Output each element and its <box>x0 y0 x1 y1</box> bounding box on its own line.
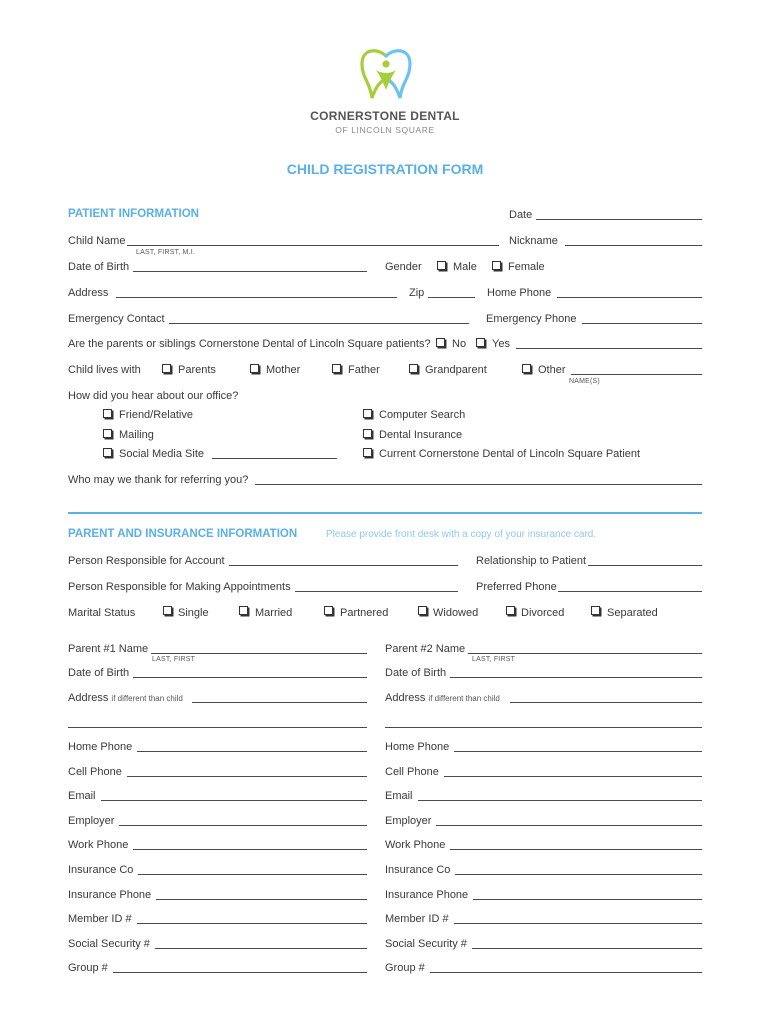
nickname-field[interactable] <box>565 245 702 246</box>
parents-label: Parents <box>178 364 216 376</box>
parents-checkbox[interactable] <box>162 364 171 373</box>
parent1-employer-label: Employer <box>68 815 115 827</box>
mother-checkbox[interactable] <box>250 364 259 373</box>
patient-section-heading: PATIENT INFORMATION <box>68 208 199 220</box>
insurance-note: Please provide front desk with a copy of your insurance card. <box>326 529 597 540</box>
separated-label: Separated <box>607 607 658 619</box>
tooth-logo-icon <box>356 44 416 104</box>
parent2-name-label: Parent #2 Name <box>385 643 466 655</box>
responsible-appt-label: Person Responsible for Making Appointments <box>68 581 291 593</box>
dental-insurance-label: Dental Insurance <box>379 429 463 441</box>
social-media-checkbox[interactable] <box>103 448 112 457</box>
parent2-insurance-phone-field[interactable] <box>473 899 702 900</box>
parent1-name-field[interactable] <box>151 653 367 654</box>
female-checkbox[interactable] <box>492 261 501 270</box>
siblings-yes-label: Yes <box>492 338 510 350</box>
parent1-member-id-label: Member ID # <box>68 913 132 925</box>
preferred-phone-label: Preferred Phone <box>476 581 557 593</box>
parent1-name-hint: LAST, FIRST <box>152 656 196 663</box>
computer-search-checkbox[interactable] <box>363 409 372 418</box>
parent2-work-phone-label: Work Phone <box>385 839 446 851</box>
responsible-account-label: Person Responsible for Account <box>68 555 225 567</box>
parent2-email-label: Email <box>385 790 413 802</box>
friend-label: Friend/Relative <box>119 409 193 421</box>
address-label: Address <box>68 287 109 299</box>
parent1-cell-phone-field[interactable] <box>127 776 367 777</box>
parent1-insurance-co-field[interactable] <box>138 874 367 875</box>
divorced-label: Divorced <box>521 607 565 619</box>
siblings-question: Are the parents or siblings Cornerstone Dental of Lincoln Square patients? <box>68 338 431 350</box>
parent2-dob-field[interactable] <box>450 677 702 678</box>
hear-question: How did you hear about our office? <box>68 390 239 402</box>
referral-field[interactable] <box>255 484 702 485</box>
thank-question: Who may we thank for referring you? <box>68 474 249 486</box>
mailing-checkbox[interactable] <box>103 429 112 438</box>
siblings-no-label: No <box>452 338 467 350</box>
parent1-address-line2[interactable] <box>68 727 367 728</box>
current-patient-label: Current Cornerstone Dental of Lincoln Square Patient <box>379 448 641 460</box>
current-patient-checkbox[interactable] <box>363 448 372 457</box>
parent1-email-label: Email <box>68 790 96 802</box>
parent1-email-field[interactable] <box>101 800 367 801</box>
parent2-member-id-field[interactable] <box>454 923 702 924</box>
gender-label: Gender <box>385 261 422 273</box>
other-names-field[interactable] <box>571 374 702 375</box>
relationship-field[interactable] <box>588 565 702 566</box>
parent2-employer-field[interactable] <box>436 825 702 826</box>
parent-section-heading: PARENT AND INSURANCE INFORMATION <box>68 528 298 540</box>
dob-field[interactable] <box>133 271 367 272</box>
emergency-phone-field[interactable] <box>582 323 702 324</box>
relationship-label: Relationship to Patient <box>476 555 587 567</box>
parent2-address-field[interactable] <box>510 702 702 703</box>
other-checkbox[interactable] <box>522 364 531 373</box>
date-field[interactable] <box>536 219 702 220</box>
partnered-label: Partnered <box>340 607 389 619</box>
responsible-appt-field[interactable] <box>295 591 458 592</box>
parent1-insurance-phone-field[interactable] <box>156 899 367 900</box>
female-label: Female <box>508 261 545 273</box>
preferred-phone-field[interactable] <box>558 591 702 592</box>
siblings-yes-checkbox[interactable] <box>476 338 485 347</box>
social-media-field[interactable] <box>212 458 337 459</box>
brand-name: CORNERSTONE DENTAL <box>310 109 460 123</box>
parent2-insurance-co-label: Insurance Co <box>385 864 451 876</box>
mother-label: Mother <box>266 364 301 376</box>
parent2-home-phone-field[interactable] <box>454 751 702 752</box>
parent2-name-hint: LAST, FIRST <box>472 656 516 663</box>
parent1-name-label: Parent #1 Name <box>68 643 149 655</box>
parent2-name-field[interactable] <box>468 653 702 654</box>
grandparent-checkbox[interactable] <box>409 364 418 373</box>
dob-label: Date of Birth <box>68 261 130 273</box>
parent1-group-field[interactable] <box>113 972 367 973</box>
parent1-member-id-field[interactable] <box>137 923 367 924</box>
parent2-home-phone-label: Home Phone <box>385 741 450 753</box>
zip-field[interactable] <box>428 297 475 298</box>
single-checkbox[interactable] <box>163 606 172 615</box>
social-media-label: Social Media Site <box>119 448 204 460</box>
widowed-checkbox[interactable] <box>418 606 427 615</box>
siblings-no-checkbox[interactable] <box>436 338 445 347</box>
married-label: Married <box>255 607 293 619</box>
child-name-label: Child Name <box>68 235 126 247</box>
parent2-social-security-field[interactable] <box>472 948 702 949</box>
parent2-employer-label: Employer <box>385 815 432 827</box>
emergency-contact-label: Emergency Contact <box>68 313 165 325</box>
divorced-checkbox[interactable] <box>506 606 515 615</box>
parent1-address-label: Address if different than child <box>68 692 183 704</box>
marital-label: Marital Status <box>68 607 136 619</box>
responsible-account-field[interactable] <box>229 565 458 566</box>
parent1-insurance-phone-label: Insurance Phone <box>68 889 152 901</box>
child-name-hint: LAST, FIRST, M.I. <box>136 249 196 256</box>
partnered-checkbox[interactable] <box>324 606 333 615</box>
parent2-group-field[interactable] <box>430 972 702 973</box>
home-phone-field[interactable] <box>557 297 702 298</box>
section-divider <box>68 512 702 514</box>
parent2-insurance-co-field[interactable] <box>455 874 702 875</box>
father-label: Father <box>348 364 380 376</box>
parent2-address-line2[interactable] <box>385 727 702 728</box>
date-label: Date <box>509 209 533 221</box>
child-name-field[interactable] <box>127 245 499 246</box>
parent1-insurance-co-label: Insurance Co <box>68 864 134 876</box>
parent2-group-label: Group # <box>385 962 425 974</box>
siblings-names-field[interactable] <box>516 348 702 349</box>
other-label: Other <box>538 364 566 376</box>
parent1-home-phone-field[interactable] <box>137 751 367 752</box>
parent2-address-note: if different than child <box>428 694 500 703</box>
friend-checkbox[interactable] <box>103 409 112 418</box>
parent1-dob-field[interactable] <box>133 677 367 678</box>
parent1-cell-phone-label: Cell Phone <box>68 766 122 778</box>
parent1-employer-field[interactable] <box>119 825 367 826</box>
parent1-dob-label: Date of Birth <box>68 667 130 679</box>
parent1-work-phone-field[interactable] <box>133 849 367 850</box>
dental-insurance-checkbox[interactable] <box>363 429 372 438</box>
emergency-phone-label: Emergency Phone <box>486 313 577 325</box>
parent2-cell-phone-label: Cell Phone <box>385 766 439 778</box>
married-checkbox[interactable] <box>239 606 248 615</box>
emergency-contact-field[interactable] <box>169 323 469 324</box>
parent2-email-field[interactable] <box>418 800 702 801</box>
widowed-label: Widowed <box>433 607 479 619</box>
lives-with-label: Child lives with <box>68 364 141 376</box>
parent1-address-field[interactable] <box>192 702 367 703</box>
brand-subtitle: OF LINCOLN SQUARE <box>335 125 435 135</box>
grandparent-label: Grandparent <box>425 364 487 376</box>
names-hint: NAME(S) <box>569 378 600 385</box>
address-field[interactable] <box>116 297 397 298</box>
parent1-social-security-label: Social Security # <box>68 938 150 950</box>
parent1-group-label: Group # <box>68 962 108 974</box>
male-checkbox[interactable] <box>437 261 446 270</box>
parent2-address-label: Address if different than child <box>385 692 500 704</box>
parent2-dob-label: Date of Birth <box>385 667 447 679</box>
home-phone-label: Home Phone <box>487 287 552 299</box>
father-checkbox[interactable] <box>332 364 341 373</box>
parent1-home-phone-label: Home Phone <box>68 741 133 753</box>
parent2-member-id-label: Member ID # <box>385 913 449 925</box>
parent2-work-phone-field[interactable] <box>450 849 702 850</box>
computer-search-label: Computer Search <box>379 409 466 421</box>
separated-checkbox[interactable] <box>591 606 600 615</box>
parent2-insurance-phone-label: Insurance Phone <box>385 889 469 901</box>
parent2-social-security-label: Social Security # <box>385 938 467 950</box>
parent1-work-phone-label: Work Phone <box>68 839 129 851</box>
single-label: Single <box>178 607 209 619</box>
zip-label: Zip <box>409 287 425 299</box>
nickname-label: Nickname <box>509 235 558 247</box>
parent2-cell-phone-field[interactable] <box>444 776 702 777</box>
male-label: Male <box>453 261 477 273</box>
mailing-label: Mailing <box>119 429 154 441</box>
parent1-address-note: if different than child <box>111 694 183 703</box>
form-title: CHILD REGISTRATION FORM <box>286 161 484 177</box>
parent1-social-security-field[interactable] <box>155 948 367 949</box>
